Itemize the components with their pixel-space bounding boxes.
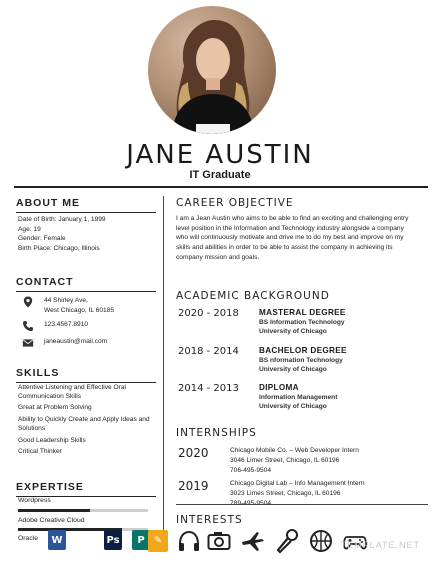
- academic-title: ACADEMIC BACKGROUND: [176, 290, 330, 302]
- interests-title: INTERESTS: [176, 514, 243, 526]
- academic-field: Information Management: [259, 394, 338, 401]
- internship-year: 2020: [178, 446, 209, 460]
- address-text: [44, 296, 114, 315]
- skill-item: Great at Problem Solving: [18, 404, 92, 412]
- career-text: I am a Jean Austin who aims to be able to find an exciting and challenging entry level position in the Information and Technology industry alongside a company who will continuously motivate and drive me to do my best and improve on my skills and abilities in order to be able to assist the company in achieving its company mission and goals.: [176, 215, 409, 261]
- academic-field: BS Information Technology: [259, 319, 345, 326]
- portrait-image: [148, 6, 276, 134]
- column-divider: [163, 196, 164, 552]
- phone-text: 123.4567.8910: [44, 321, 89, 328]
- email-text[interactable]: janeaustin@mail.com: [44, 338, 108, 345]
- expertise-bar-wordpress: [18, 509, 148, 512]
- academic-degree: MASTERAL DEGREE: [259, 308, 346, 317]
- address-line-1: 44 Shirley Ave.: [44, 297, 88, 304]
- tools-label: Oracle: [18, 535, 39, 542]
- academic-degree: BACHELOR DEGREE: [259, 346, 347, 355]
- academic-school: University of Chicago: [259, 328, 327, 335]
- word-icon: W: [48, 530, 66, 550]
- career-title: CAREER OBJECTIVE: [176, 197, 294, 209]
- expertise-title: EXPERTISE: [16, 481, 156, 497]
- expertise-bar-fill: [18, 509, 90, 512]
- academic-degree: DIPLOMA: [259, 383, 299, 392]
- academic-field: BS nformation Technology: [259, 357, 343, 364]
- mail-icon: [22, 337, 34, 349]
- internship-address: 3046 Limer Street, Chicago, IL 60196: [230, 456, 340, 464]
- photoshop-icon: Ps: [104, 530, 122, 550]
- airplane-icon: [240, 528, 266, 554]
- about-age: Age: 19: [18, 225, 41, 233]
- skill-item: Good Leadership Skills: [18, 436, 86, 444]
- pen-icon: ✎: [148, 530, 168, 552]
- microphone-icon: [274, 528, 300, 554]
- about-title: ABOUT ME: [16, 197, 156, 213]
- location-pin-icon: [22, 296, 34, 308]
- skill-item: Critical Thinker: [18, 448, 62, 456]
- about-list: [18, 215, 106, 253]
- candidate-name: JANE AUSTIN: [126, 140, 314, 170]
- about-birthplace: Birth Place: Chicago, Illinois: [18, 244, 100, 252]
- academic-years: 2014 - 2013: [178, 383, 239, 394]
- address-line-2: West Chicago, IL 60185: [44, 306, 115, 314]
- internship-company: Chicago Mobile Co. – Web Developer Intern: [230, 447, 359, 454]
- basketball-icon: [308, 528, 334, 554]
- internship-year: 2019: [178, 479, 209, 493]
- expertise-tools-row: [18, 530, 158, 552]
- candidate-role: IT Graduate: [189, 169, 251, 181]
- about-gender: Gender: Female: [18, 235, 66, 243]
- academic-school: University of Chicago: [259, 403, 327, 410]
- internship-company: Chicago Digital Lab – Info Management Intern: [230, 480, 365, 487]
- skills-list: [18, 384, 158, 460]
- headphones-icon: [176, 528, 202, 554]
- skills-title: SKILLS: [16, 367, 156, 383]
- camera-icon: [206, 528, 232, 554]
- academic-school: University of Chicago: [259, 366, 327, 373]
- publisher-icon: P: [132, 530, 150, 550]
- skill-item: Ability to Quickly Create and Apply Ideas and Solutions: [18, 416, 150, 432]
- watermark: TEMPLATE.NET: [340, 540, 420, 550]
- phone-icon: [22, 320, 34, 332]
- profile-photo: [148, 6, 276, 134]
- internships-title: INTERNSHIPS: [176, 427, 257, 439]
- internship-details: [230, 446, 359, 475]
- academic-years: 2018 - 2014: [178, 346, 239, 357]
- interests-divider: [176, 504, 428, 505]
- expertise-bar-adobe: [18, 528, 148, 531]
- about-dob: Date of Birth: January 1, 1999: [18, 216, 106, 223]
- skill-item: Attentive Listening and Effective Oral Communication Skills: [18, 384, 127, 400]
- contact-title: CONTACT: [16, 276, 156, 292]
- internship-phone: 706-495-9504: [230, 466, 272, 474]
- expertise-label-wordpress: Wordpress: [18, 497, 51, 504]
- expertise-label-adobe: Adobe Creative Cloud: [18, 517, 85, 524]
- header-divider: [14, 186, 428, 188]
- academic-years: 2020 - 2018: [178, 308, 239, 319]
- internship-address: 3023 Limes Street, Chicago, IL 60196: [230, 489, 341, 497]
